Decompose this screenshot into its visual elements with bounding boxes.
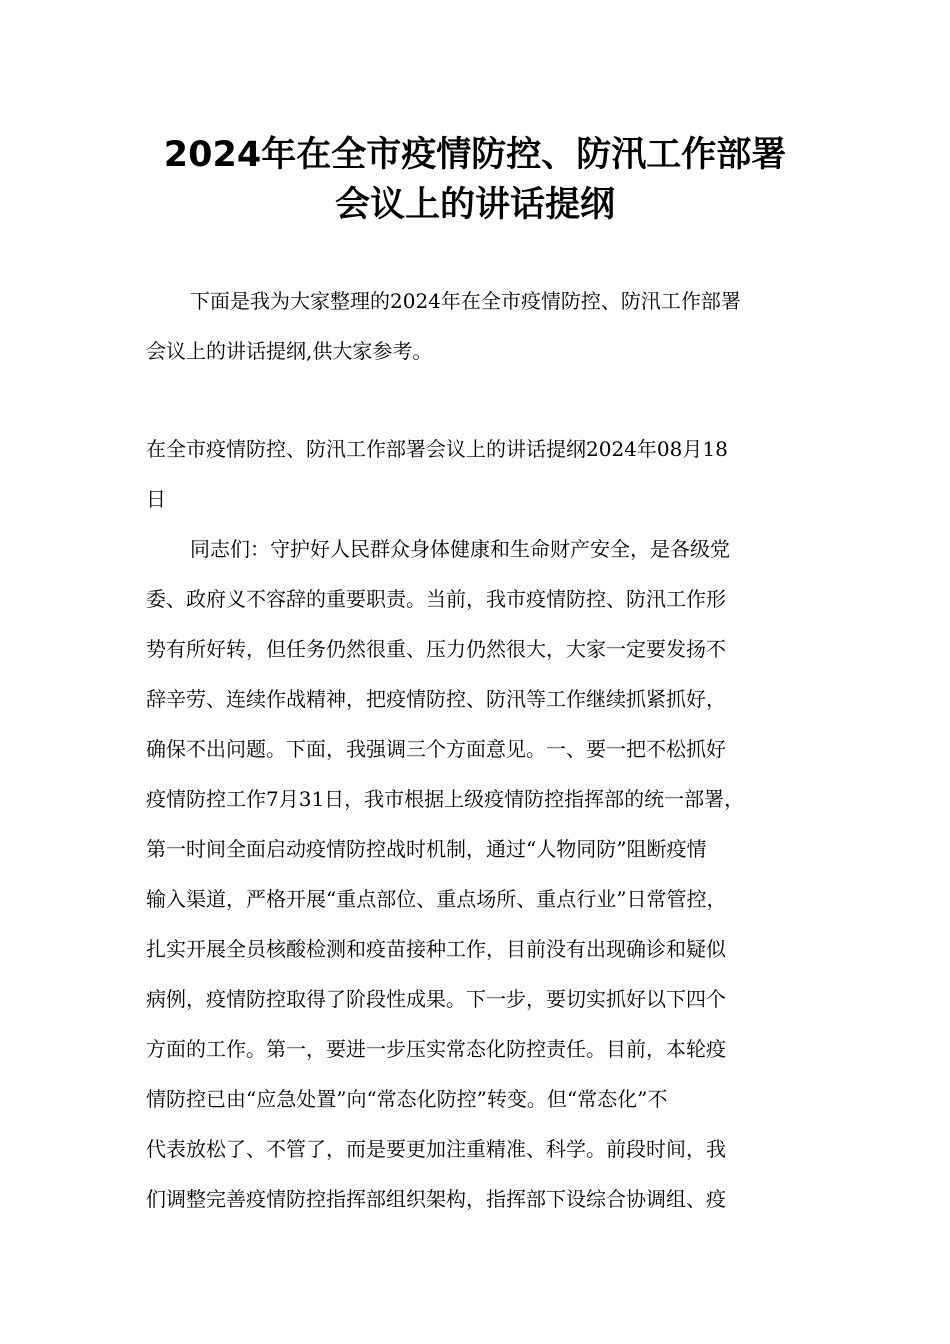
body-line-8: 输入渠道，严格开展“重点部位、重点场所、重点行业”日常管控， [146,887,727,911]
body-line-10: 病例，疫情防控取得了阶段性成果。下一步，要切实抓好以下四个 [146,987,726,1011]
intro-line-1: 下面是我为大家整理的2024年在全市疫情防控、防汛工作部署 [190,289,741,313]
body-line-4: 辞辛劳、连续作战精神，把疫情防控、防汛等工作继续抓紧抓好， [146,687,726,711]
body-line-2: 委、政府义不容辞的重要职责。当前，我市疫情防控、防汛工作形 [146,587,726,611]
heading-line-1: 在全市疫情防控、防汛工作部署会议上的讲话提纲2024年08月18 [146,437,728,461]
body-line-7: 第一时间全面启动疫情防控战时机制，通过“人物同防”阻断疫情 [146,837,707,861]
title-line-2: 会议上的讲话提纲 [334,185,615,225]
body-line-5: 确保不出问题。下面，我强调三个方面意见。一、要一把不松抓好 [146,737,726,761]
body-line-3: 势有所好转，但任务仍然很重、压力仍然很大，大家一定要发扬不 [146,637,726,661]
body-line-12: 情防控已由“应急处置”向“常态化防控”转变。但“常态化”不 [146,1087,668,1111]
heading-line-2: 日 [146,487,166,511]
body-line-11: 方面的工作。第一，要进一步压实常态化防控责任。目前，本轮疫 [146,1037,726,1061]
body-line-13: 代表放松了、不管了，而是要更加注重精准、科学。前段时间，我 [146,1137,726,1161]
body-line-9: 扎实开展全员核酸检测和疫苗接种工作，目前没有出现确诊和疑似 [146,937,726,961]
body-line-1: 同志们：守护好人民群众身体健康和生命财产安全，是各级党 [190,537,730,561]
intro-line-2: 会议上的讲话提纲,供大家参考。 [146,339,433,363]
body-line-14: 们调整完善疫情防控指挥部组织架构，指挥部下设综合协调组、疫 [146,1187,726,1211]
body-line-6: 疫情防控工作7月31日，我市根据上级疫情防控指挥部的统一部署， [146,787,745,811]
title-line-1: 2024年在全市疫情防控、防汛工作部署 [163,135,787,175]
